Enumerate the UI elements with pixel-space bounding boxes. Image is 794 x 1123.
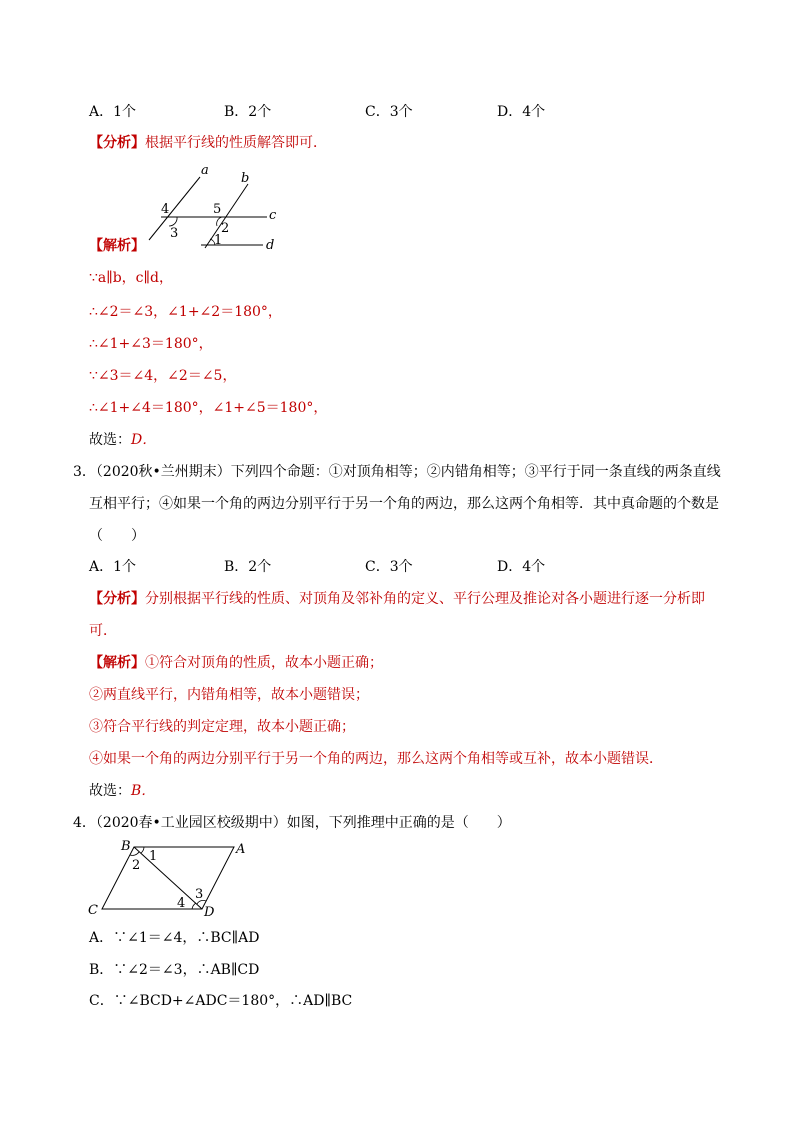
answer-prefix: 故选： bbox=[89, 432, 131, 448]
label-2: 2 bbox=[132, 858, 141, 873]
answer-value: D． bbox=[131, 432, 157, 448]
q3-answer bbox=[89, 781, 155, 801]
label-D: D bbox=[204, 905, 215, 918]
line-b bbox=[205, 184, 248, 248]
angle-arc-1 bbox=[141, 847, 144, 853]
analysis-text: 根据平行线的性质解答即可． bbox=[145, 135, 327, 151]
analysis-tag: 【分析】 bbox=[89, 135, 145, 151]
q4-option-c: C．∵∠BCD+∠ADC＝180°，∴AD∥BC bbox=[89, 993, 353, 1009]
answer-prefix: 故选： bbox=[89, 783, 131, 799]
q3-solution-4: ④如果一个角的两边分别平行于另一个角的两边，那么这两个角相等或互补，故本小题错误． bbox=[89, 751, 663, 767]
q3-option-d: D．4个 bbox=[497, 559, 546, 575]
label-a: a bbox=[201, 163, 209, 178]
q3-solution-2: ②两直线平行，内错角相等，故本小题错误； bbox=[89, 687, 369, 703]
q2-solution-tag: 【解析】 bbox=[89, 238, 145, 254]
label-A: A bbox=[236, 842, 246, 857]
q3-stem-line3: （ ） bbox=[89, 528, 145, 544]
solution-tag: 【解析】 bbox=[89, 655, 145, 671]
q2-step-1: ∵a∥b，c∥d， bbox=[89, 270, 173, 286]
q3-stem-line1: 3．（2020秋•兰州期末）下列四个命题：①对顶角相等；②内错角相等；③平行于同一条直线的两条直线 bbox=[73, 464, 721, 480]
q2-analysis bbox=[89, 133, 327, 153]
label-2: 2 bbox=[221, 221, 230, 236]
analysis-tag: 【分析】 bbox=[89, 591, 145, 607]
analysis-text: 分别根据平行线的性质、对顶角及邻补角的定义、平行公理及推论对各小题进行逐一分析即 bbox=[145, 591, 705, 607]
q3-solution-1 bbox=[89, 653, 383, 673]
label-C: C bbox=[88, 903, 98, 918]
q3-option-c: C．3个 bbox=[365, 559, 413, 575]
q3-analysis bbox=[89, 589, 705, 609]
option-c: C．3个 bbox=[365, 104, 413, 120]
q2-step-4: ∵∠3＝∠4，∠2＝∠5， bbox=[89, 368, 237, 384]
parallel-lines-figure bbox=[145, 160, 295, 256]
label-4: 4 bbox=[161, 202, 170, 217]
q2-step-3: ∴∠1+∠3＝180°， bbox=[89, 336, 213, 352]
angle-arc-4 bbox=[192, 903, 196, 909]
q4-option-b: B．∵∠2＝∠3，∴AB∥CD bbox=[89, 962, 260, 978]
label-d: d bbox=[266, 238, 275, 253]
answer-value: B． bbox=[131, 783, 156, 799]
q3-option-b: B．2个 bbox=[224, 559, 272, 575]
q4-stem: 4．（2020春•工业园区校级期中）如图，下列推理中正确的是（ ） bbox=[73, 815, 511, 831]
label-3: 3 bbox=[170, 226, 179, 241]
option-b: B．2个 bbox=[224, 104, 272, 120]
diagonal-bd bbox=[134, 847, 202, 909]
q3-option-a: A．1个 bbox=[89, 559, 137, 575]
label-5: 5 bbox=[213, 202, 222, 217]
label-3: 3 bbox=[195, 887, 204, 902]
label-b: b bbox=[241, 171, 250, 186]
label-1: 1 bbox=[214, 233, 223, 248]
q2-step-5: ∴∠1+∠4＝180°，∠1+∠5＝180°， bbox=[89, 400, 328, 416]
q3-solution-3: ③符合平行线的判定定理，故本小题正确； bbox=[89, 719, 355, 735]
parallelogram-figure bbox=[84, 838, 264, 918]
q3-analysis-line2: 可． bbox=[89, 623, 117, 639]
q3-stem-line2: 互相平行；④如果一个角的两边分别平行于另一个角的两边，那么这两个角相等．其中真命题的个数是 bbox=[89, 496, 719, 512]
option-d: D．4个 bbox=[497, 104, 546, 120]
label-c: c bbox=[269, 208, 277, 223]
label-1: 1 bbox=[149, 849, 158, 864]
q4-option-a: A．∵∠1＝∠4，∴BC∥AD bbox=[89, 930, 260, 946]
angle-arc-3 bbox=[169, 217, 177, 226]
q2-step-2: ∴∠2＝∠3，∠1+∠2＝180°， bbox=[89, 304, 282, 320]
label-4: 4 bbox=[177, 896, 186, 911]
q2-answer bbox=[89, 430, 156, 450]
solution-text: ①符合对顶角的性质，故本小题正确； bbox=[145, 655, 383, 671]
option-a: A．1个 bbox=[89, 104, 137, 120]
label-B: B bbox=[121, 839, 131, 854]
